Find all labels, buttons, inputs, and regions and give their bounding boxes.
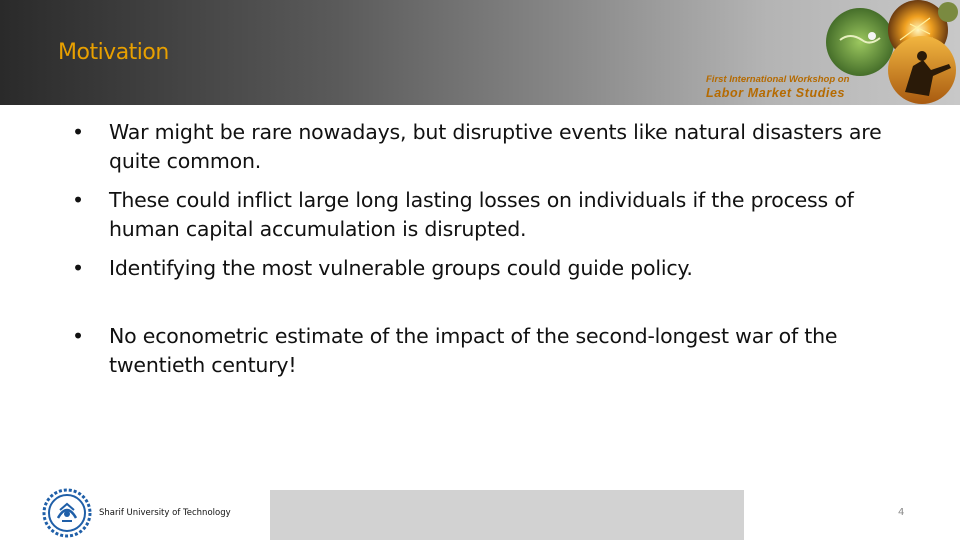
bullet-text: No econometric estimate of the impact of the second-longest war of the twentieth century!	[109, 324, 838, 377]
bullet-text: These could inflict large long lasting losses on individuals if the process of human capital accumulation is disrupted.	[109, 188, 854, 241]
bullet-list	[72, 118, 912, 390]
bullet-marker: •	[72, 188, 84, 212]
slide-title: Motivation	[58, 40, 169, 65]
bullet-marker: •	[72, 120, 84, 144]
footer-bar	[270, 490, 744, 540]
bullet-text: Identifying the most vulnerable groups could guide policy.	[109, 256, 693, 280]
workshop-title-line1: First International Workshop on	[706, 74, 850, 85]
university-seal-icon	[42, 488, 92, 538]
workshop-title-line2: Labor Market Studies	[706, 86, 846, 100]
bullet-item	[72, 118, 912, 176]
bullet-item	[72, 186, 912, 244]
slide-header	[0, 0, 960, 105]
bullet-item	[72, 254, 912, 283]
footer-institution: Sharif University of Technology	[99, 508, 231, 518]
bullet-marker: •	[72, 256, 84, 280]
bullet-item	[72, 322, 912, 380]
page-number: 4	[898, 507, 905, 518]
bullet-marker: •	[72, 324, 84, 348]
bullet-text: War might be rare nowadays, but disruptive events like natural disasters are quite common.	[109, 120, 882, 173]
